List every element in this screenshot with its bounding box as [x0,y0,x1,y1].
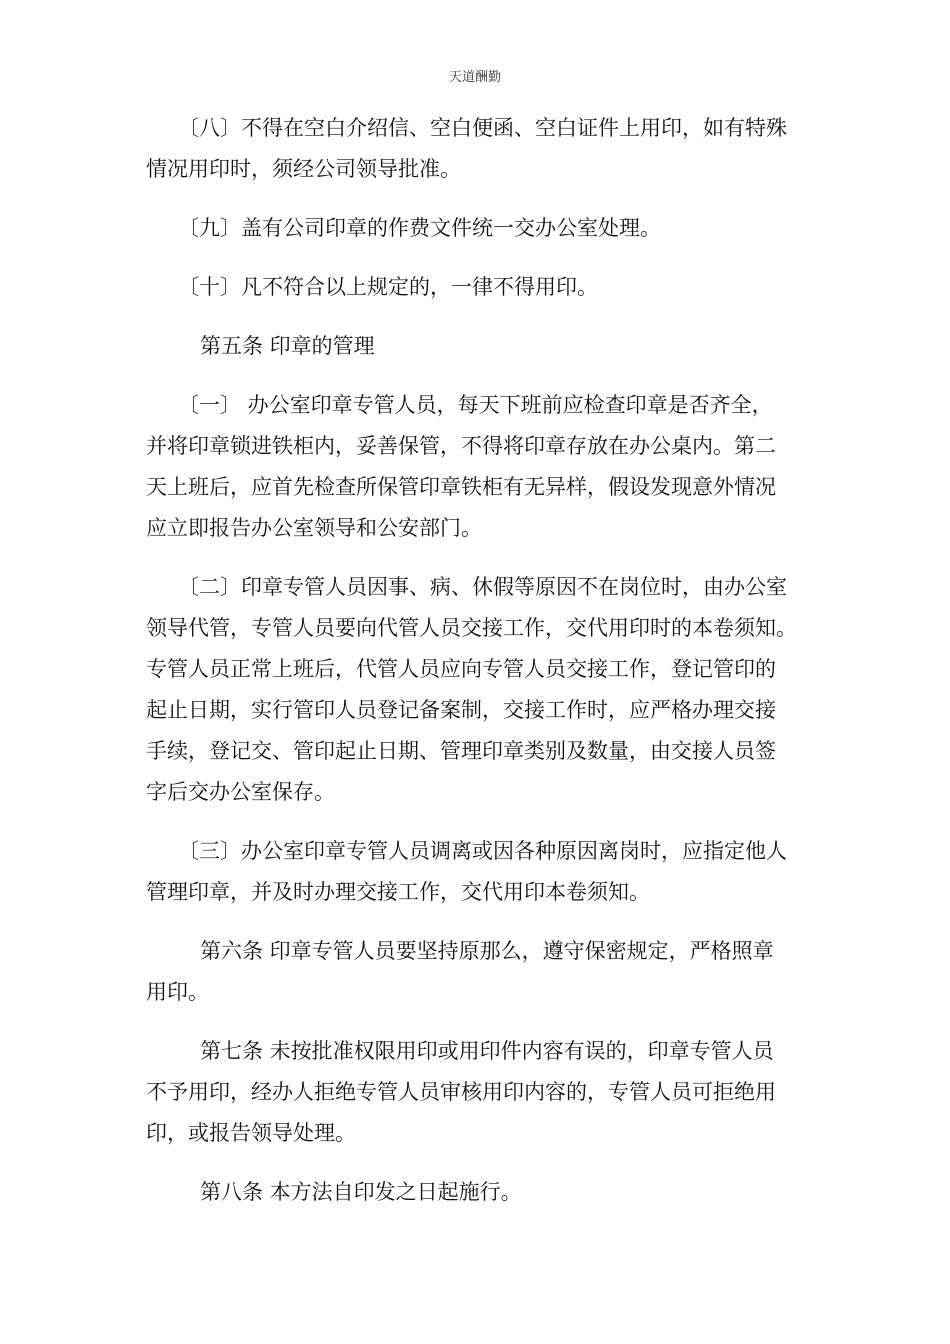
text-line: 第七条 未按批准权限用印或用印件内容有误的，印章专管人员 [200,1039,774,1063]
paragraph-10 [146,267,808,308]
text-line: 〔十〕凡不符合以上规定的，一律不得用印。 [178,275,598,299]
paragraph-9 [146,208,808,249]
paragraph-8 [146,108,808,190]
article-5-item-2 [146,567,808,813]
text-line: 不予用印，经办人拒绝专管人员审核用印内容的，专管人员可拒绝用 [146,1080,776,1104]
text-line: 〔一〕 办公室印章专管人员，每天下班前应检查印章是否齐全， [178,393,773,417]
article-7 [146,1031,808,1154]
text-line: 第八条 本方法自印发之日起施行。 [200,1180,522,1204]
text-line: 〔九〕盖有公司印章的作费文件统一交办公室处理。 [178,216,661,240]
article-6 [146,931,808,1013]
text-line: 专管人员正常上班后，代管人员应向专管人员交接工作，登记管印的 [146,657,776,681]
document-body [146,108,808,1231]
text-line: 第六条 印章专管人员要坚持原那么，遵守保密规定，严格照章 [200,939,774,963]
text-line: 起止日期，实行管印人员登记备案制，交接工作时，应严格办理交接 [146,698,776,722]
text-line: 字后交办公室保存。 [146,780,335,804]
text-line: 情况用印时，须经公司领导批准。 [146,157,461,181]
text-line: 第五条 印章的管理 [200,334,375,358]
page-header: 天道酬勤 [448,70,501,85]
text-line: 〔三〕办公室印章专管人员调离或因各种原因离岗时，应指定他人 [178,839,787,863]
text-line: 天上班后，应首先检查所保管印章铁柜有无异样，假设发现意外情况 [146,475,776,499]
text-line: 应立即报告办公室领导和公安部门。 [146,516,482,540]
article-5-title [146,326,808,367]
text-line: 印，或报告领导处理。 [146,1121,356,1145]
article-5-item-3 [146,831,808,913]
text-line: 手续，登记交、管印起止日期、管理印章类别及数量，由交接人员签 [146,739,776,763]
article-8 [146,1172,808,1213]
text-line: 用印。 [146,980,209,1004]
article-5-item-1 [146,385,808,549]
text-line: 领导代管，专管人员要向代管人员交接工作，交代用印时的本卷须知。 [146,616,797,640]
text-line: 〔八〕不得在空白介绍信、空白便函、空白证件上用印，如有特殊 [178,116,787,140]
text-line: 并将印章锁进铁柜内，妥善保管，不得将印章存放在办公桌内。第二 [146,434,776,458]
text-line: 管理印章，并及时办理交接工作，交代用印本卷须知。 [146,880,650,904]
text-line: 〔二〕印章专管人员因事、病、休假等原因不在岗位时，由办公室 [178,575,787,599]
